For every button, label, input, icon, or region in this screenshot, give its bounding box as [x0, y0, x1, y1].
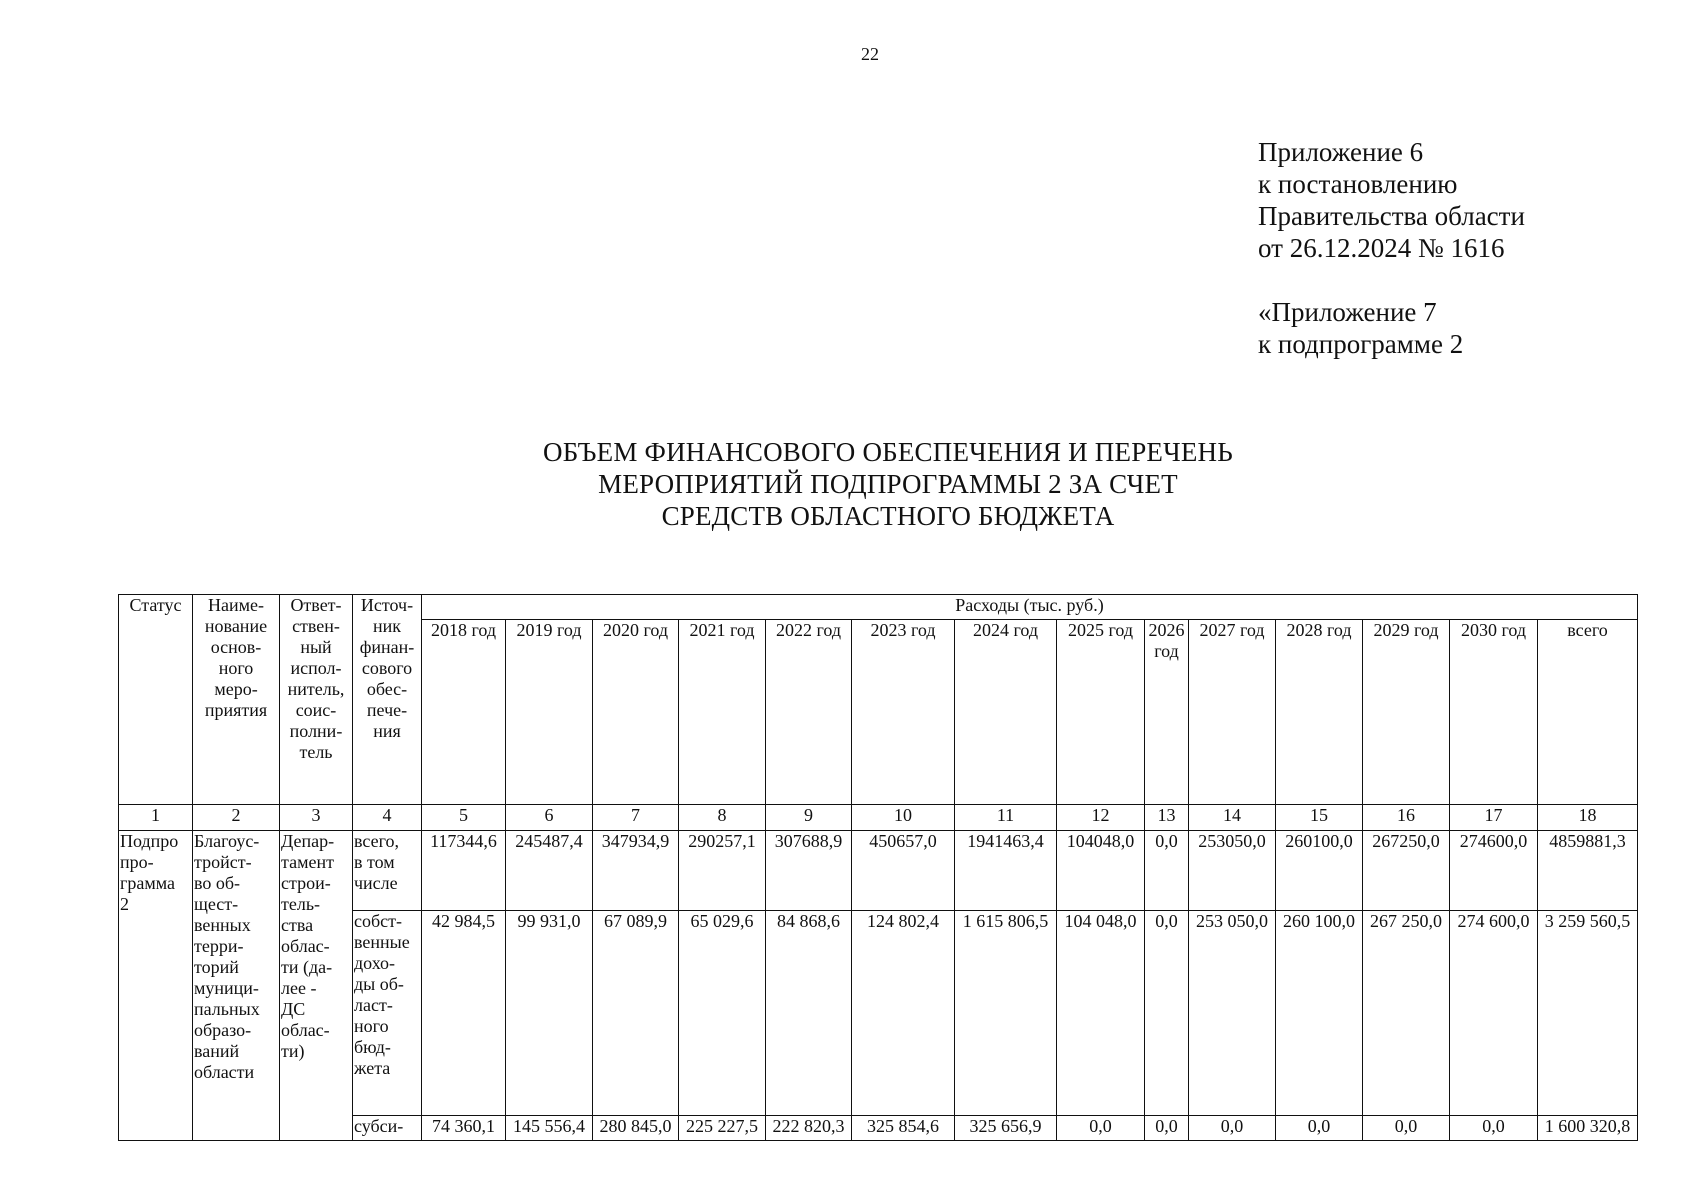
column-number: 12: [1057, 805, 1145, 831]
cell-line: пече-: [366, 700, 408, 720]
value-cell: 84 868,6: [766, 911, 852, 1116]
cell-line: тройст-: [194, 852, 252, 872]
header-year: 2026 год: [1145, 620, 1189, 805]
value-cell: 0,0: [1057, 1116, 1145, 1141]
value-cell: 145 556,4: [506, 1116, 593, 1141]
cell-line: полни-: [289, 721, 343, 741]
document-title: [0, 436, 1697, 532]
value-cell: 1941463,4: [955, 831, 1057, 911]
column-number: 2: [193, 805, 280, 831]
cell-line: нитель,: [287, 679, 345, 699]
cell-line: ного: [354, 1016, 389, 1036]
value-cell: 222 820,3: [766, 1116, 852, 1141]
cell-line: дохо-: [354, 953, 396, 973]
cell-line: ти): [281, 1041, 305, 1061]
header-year: 2024 год: [955, 620, 1057, 805]
value-cell: 117344,6: [422, 831, 506, 911]
cell-line: финан-: [359, 637, 415, 657]
column-number: 6: [506, 805, 593, 831]
value-cell: 267 250,0: [1363, 911, 1450, 1116]
cell-line: ды об-: [354, 974, 404, 994]
header-status: Статус: [119, 595, 193, 805]
value-cell: 74 360,1: [422, 1116, 506, 1141]
value-cell: 67 089,9: [593, 911, 679, 1116]
cell-line: грамма: [120, 873, 176, 893]
value-cell: 347934,9: [593, 831, 679, 911]
cell-line: венных: [194, 915, 251, 935]
value-cell: 274 600,0: [1450, 911, 1538, 1116]
cell-line: тамент: [281, 852, 334, 872]
value-cell: 260100,0: [1276, 831, 1363, 911]
cell-line: ства: [281, 915, 314, 935]
value-cell: 0,0: [1145, 831, 1189, 911]
status-cell: [119, 831, 193, 1141]
cell-line: терри-: [194, 936, 244, 956]
source-cell: [353, 911, 422, 1116]
value-cell: 104048,0: [1057, 831, 1145, 911]
cell-line: ваний: [194, 1041, 240, 1061]
value-cell: 290257,1: [679, 831, 766, 911]
cell-line: облас-: [281, 936, 330, 956]
attachment-quote-line: «Приложение 7: [1258, 297, 1437, 327]
cell-line: числе: [354, 873, 398, 893]
value-cell: 104 048,0: [1057, 911, 1145, 1116]
cell-line: области: [194, 1062, 255, 1082]
table-row: [119, 831, 1638, 911]
header-year: 2021 год: [679, 620, 766, 805]
value-cell: 245487,4: [506, 831, 593, 911]
executor-cell: [280, 831, 353, 1141]
header-year: 2030 год: [1450, 620, 1538, 805]
page-number: 22: [861, 44, 879, 64]
cell-line: субси-: [354, 1116, 404, 1136]
attachment-line: от 26.12.2024 № 1616: [1258, 233, 1505, 263]
value-cell: 4859881,3: [1538, 831, 1638, 911]
cell-line: собст-: [354, 911, 402, 931]
value-cell: 450657,0: [852, 831, 955, 911]
header-year: 2019 год: [506, 620, 593, 805]
budget-table: [118, 594, 1638, 1141]
cell-line: во об-: [194, 873, 241, 893]
value-cell: 253050,0: [1189, 831, 1276, 911]
value-cell: 325 854,6: [852, 1116, 955, 1141]
cell-line: торий: [194, 957, 239, 977]
cell-line: жета: [354, 1058, 391, 1078]
attachment-line: к постановлению: [1258, 169, 1458, 199]
header-source: [353, 595, 422, 805]
cell-line: бюд-: [354, 1037, 391, 1057]
title-line: ОБЪЕМ ФИНАНСОВОГО ОБЕСПЕЧЕНИЯ И ПЕРЕЧЕНЬ: [543, 437, 1233, 467]
cell-line: ния: [373, 721, 401, 741]
cell-line: ласт-: [354, 995, 393, 1015]
cell-line: Ответ-: [290, 595, 342, 615]
cell-line: муници-: [194, 978, 259, 998]
cell-line: приятия: [204, 700, 268, 720]
column-number-row: [119, 805, 1638, 831]
column-number: 3: [280, 805, 353, 831]
column-number: 16: [1363, 805, 1450, 831]
column-number: 10: [852, 805, 955, 831]
cell-line: в том: [354, 852, 395, 872]
column-number: 13: [1145, 805, 1189, 831]
title-line: МЕРОПРИЯТИЙ ПОДПРОГРАММЫ 2 ЗА СЧЕТ: [598, 469, 1178, 499]
value-cell: 260 100,0: [1276, 911, 1363, 1116]
header-year: 2028 год: [1276, 620, 1363, 805]
cell-line: лее -: [281, 978, 317, 998]
header-name: [193, 595, 280, 805]
attachment-line: Приложение 6: [1258, 137, 1424, 167]
header-year: 2023 год: [852, 620, 955, 805]
header-year: 2025 год: [1057, 620, 1145, 805]
source-cell: [353, 1116, 422, 1141]
column-number: 8: [679, 805, 766, 831]
value-cell: 0,0: [1450, 1116, 1538, 1141]
value-cell: 0,0: [1363, 1116, 1450, 1141]
cell-line: Источ-: [360, 595, 414, 615]
cell-line: испол-: [290, 658, 342, 678]
value-cell: 124 802,4: [852, 911, 955, 1116]
cell-line: ти (да-: [281, 957, 333, 977]
cell-line: пальных: [194, 999, 260, 1019]
cell-line: ный: [300, 637, 332, 657]
cell-line: строи-: [281, 873, 331, 893]
cell-line: сового: [361, 658, 413, 678]
cell-line: нование: [204, 616, 268, 636]
cell-line: Депар-: [281, 831, 335, 851]
value-cell: 0,0: [1145, 911, 1189, 1116]
value-cell: 65 029,6: [679, 911, 766, 1116]
cell-line: Благоус-: [194, 831, 260, 851]
column-number: 18: [1538, 805, 1638, 831]
cell-line: тель: [299, 742, 333, 762]
header-year: 2027 год: [1189, 620, 1276, 805]
value-cell: 99 931,0: [506, 911, 593, 1116]
source-cell: [353, 831, 422, 911]
column-number: 17: [1450, 805, 1538, 831]
measure-name-cell: [193, 831, 280, 1141]
header-year: 2020 год: [593, 620, 679, 805]
cell-line: 2: [120, 894, 129, 914]
cell-line: Подпро: [120, 831, 179, 851]
column-number: 9: [766, 805, 852, 831]
value-cell: 225 227,5: [679, 1116, 766, 1141]
header-year: 2029 год: [1363, 620, 1450, 805]
value-cell: 0,0: [1145, 1116, 1189, 1141]
attachment-note: [1258, 136, 1525, 360]
value-cell: 1 615 806,5: [955, 911, 1057, 1116]
cell-line: всего,: [354, 831, 400, 851]
column-number: 11: [955, 805, 1057, 831]
cell-line: меро-: [214, 679, 258, 699]
value-cell: 325 656,9: [955, 1116, 1057, 1141]
cell-line: ДС: [281, 999, 306, 1019]
value-cell: 1 600 320,8: [1538, 1116, 1638, 1141]
header-year: 2018 год: [422, 620, 506, 805]
cell-line: Наиме-: [208, 595, 264, 615]
column-number: 14: [1189, 805, 1276, 831]
value-cell: 42 984,5: [422, 911, 506, 1116]
cell-line: ного: [218, 658, 254, 678]
cell-line: обес-: [366, 679, 408, 699]
cell-line: тель-: [281, 894, 321, 914]
header-year: 2022 год: [766, 620, 852, 805]
cell-line: венные: [354, 932, 410, 952]
header-executor: [280, 595, 353, 805]
attachment-quote-line: к подпрограмме 2: [1258, 329, 1464, 359]
cell-line: соис-: [295, 700, 337, 720]
cell-line: облас-: [281, 1020, 330, 1040]
cell-line: щест-: [194, 894, 239, 914]
header-year: всего: [1538, 620, 1638, 805]
column-number: 4: [353, 805, 422, 831]
value-cell: 267250,0: [1363, 831, 1450, 911]
column-number: 5: [422, 805, 506, 831]
column-number: 1: [119, 805, 193, 831]
value-cell: 3 259 560,5: [1538, 911, 1638, 1116]
value-cell: 253 050,0: [1189, 911, 1276, 1116]
title-line: СРЕДСТВ ОБЛАСТНОГО БЮДЖЕТА: [661, 501, 1115, 531]
header-expenses-group: Расходы (тыс. руб.): [422, 595, 1638, 620]
cell-line: ствен-: [292, 616, 340, 636]
cell-line: ник: [372, 616, 401, 636]
cell-line: образо-: [194, 1020, 252, 1040]
cell-line: про-: [120, 852, 154, 872]
attachment-line: Правительства области: [1258, 201, 1525, 231]
value-cell: 274600,0: [1450, 831, 1538, 911]
column-number: 15: [1276, 805, 1363, 831]
column-number: 7: [593, 805, 679, 831]
value-cell: 280 845,0: [593, 1116, 679, 1141]
value-cell: 0,0: [1276, 1116, 1363, 1141]
cell-line: основ-: [210, 637, 262, 657]
value-cell: 307688,9: [766, 831, 852, 911]
value-cell: 0,0: [1189, 1116, 1276, 1141]
